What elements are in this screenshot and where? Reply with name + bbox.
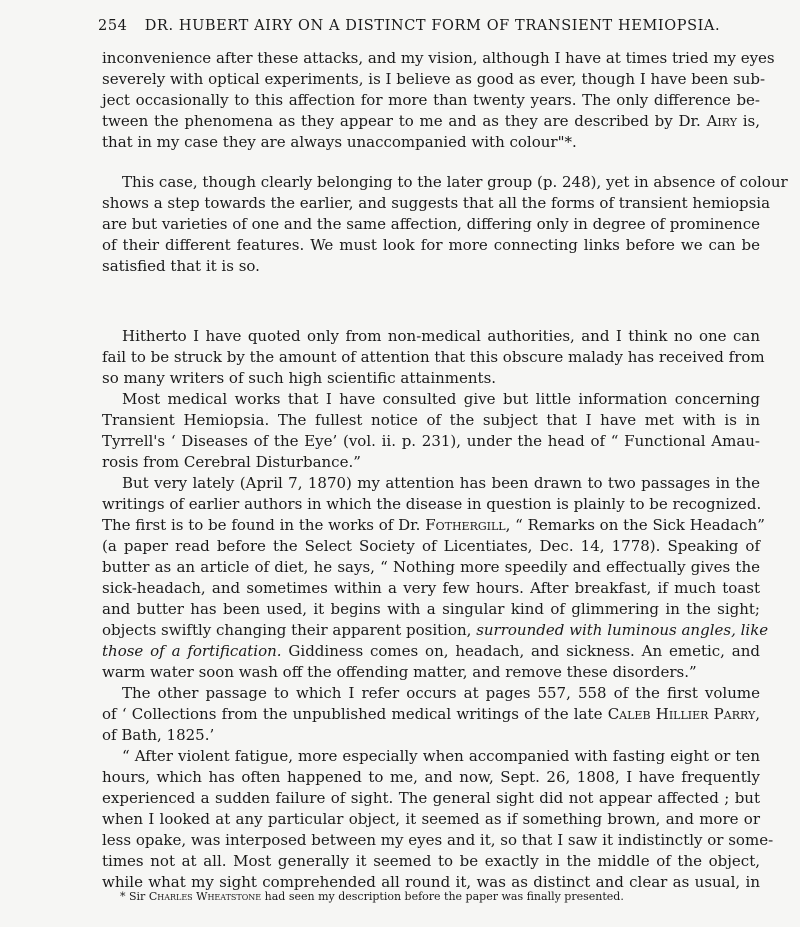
text-line: less opake, was interposed between my eyes and it, so that I saw it indistinctly or some- (102, 831, 774, 849)
text-line: But very lately (April 7, 1870) my attention has been drawn to two passages in the (122, 474, 760, 492)
text-line: times not at all. Most generally it seemed to be exactly in the middle of the object, (102, 852, 760, 870)
text-run: objects swiftly changing their apparent position, (102, 621, 472, 639)
italic-run: surrounded with luminous angles, like (476, 621, 769, 639)
text-line: so many writers of such high scientific attainments. (102, 369, 497, 387)
paragraph-fothergill (102, 473, 769, 683)
paragraph-medical-works (102, 389, 760, 473)
text-line (102, 515, 765, 536)
text-run: Giddiness comes on, headach, and sickness. An emetic, and (281, 642, 761, 660)
footnote-marker: * Sir (120, 890, 146, 903)
author-name: Charles Wheatstone (148, 890, 262, 903)
text-line: warm water soon wash off the offending matter, and remove these disorders.” (102, 663, 697, 681)
running-header (98, 18, 720, 34)
text-line: Hitherto I have quoted only from non-medical authorities, and I think no one can (122, 327, 760, 345)
text-run: , (755, 705, 760, 723)
italic-run: those of a fortification. (102, 642, 282, 660)
text-line: shows a step towards the earlier, and suggests that all the forms of transient hemiopsia (102, 194, 771, 212)
author-name: Airy (706, 112, 737, 130)
text-line: rosis from Cerebral Disturbance.” (102, 453, 361, 471)
text-line: ject occasionally to this affection for more than twenty years. The only difference be- (102, 91, 760, 109)
page-body (102, 48, 788, 893)
text-line: severely with optical experiments, is I believe as good as ever, though I have been sub- (102, 70, 766, 88)
text-line: fail to be struck by the amount of attention that this obscure malady has received from (102, 348, 765, 366)
paragraph-non-medical (102, 326, 765, 389)
text-line: of Bath, 1825.’ (102, 726, 215, 744)
text-line: of their different features. We must look for more connecting links before we can be (102, 236, 760, 254)
text-line: butter as an article of diet, he says, “ Nothing more speedily and effectually gives the (102, 558, 760, 576)
text-run: , “ Remarks on the Sick Headach” (505, 516, 765, 534)
text-line: Most medical works that I have consulted give but little information concerning (122, 390, 760, 408)
text-run: The first is to be found in the works of Dr. (102, 516, 421, 534)
text-line (102, 641, 760, 662)
text-line: sick-headach, and sometimes within a very few hours. After breakfast, if much toast (102, 579, 760, 597)
paragraph-parry-quote (102, 746, 774, 893)
text-line: experienced a sudden failure of sight. The general sight did not appear affected ; but (102, 789, 760, 807)
text-line: (a paper read before the Select Society of Licentiates, Dec. 14, 1778). Speaking of (102, 537, 760, 555)
footnote (120, 890, 624, 903)
text-line: The other passage to which I refer occurs at pages 557, 558 of the first volume (122, 684, 760, 702)
author-name: Caleb Hillier Parry (607, 705, 756, 723)
text-run: is, (736, 112, 761, 130)
text-line: writings of earlier authors in which the disease in question is plainly to be recognized. (102, 495, 762, 513)
paragraph-quote-end (102, 48, 775, 153)
footnote-text: had seen my description before the paper was finally presented. (264, 890, 624, 903)
text-line: Transient Hemiopsia. The fullest notice of the subject that I have met with is in (102, 411, 760, 429)
text-line: satisfied that it is so. (102, 257, 260, 275)
text-line: and butter has been used, it begins with a singular kind of glimmering in the sight; (102, 600, 760, 618)
text-line: Tyrrell's ‘ Diseases of the Eye’ (vol. ii. p. 231), under the head of “ Functional Amau- (102, 432, 760, 450)
text-run: tween the phenomena as they appear to me and as they are described by Dr. (102, 112, 701, 130)
text-line (102, 620, 769, 641)
text-line: hours, which has often happened to me, and now, Sept. 26, 1808, I have frequently (102, 768, 760, 786)
text-run: of ‘ Collections from the unpublished medical writings of the late (102, 705, 603, 723)
text-line: while what my sight comprehended all round it, was as distinct and clear as usual, in (102, 873, 760, 891)
text-line: This case, though clearly belonging to the later group (p. 248), yet in absence of colour (122, 173, 788, 191)
text-line: that in my case they are always unaccompanied with colour"*. (102, 133, 577, 151)
page-number: 254 (98, 18, 128, 34)
text-line (102, 111, 760, 132)
text-line: “ After violent fatigue, more especially when accompanied with fasting eight or ten (122, 747, 760, 765)
text-line (102, 704, 760, 725)
text-line: when I looked at any particular object, it seemed as if something brown, and more or (102, 810, 760, 828)
text-line: are but varieties of one and the same affection, differing only in degree of prominence (102, 215, 760, 233)
author-name: Fothergill (425, 516, 506, 534)
text-line: inconvenience after these attacks, and my vision, although I have at times tried my eyes (102, 49, 775, 67)
paragraph-parry-intro (102, 683, 760, 746)
paragraph-case-discussion (102, 172, 788, 277)
running-title: DR. HUBERT AIRY ON A DISTINCT FORM OF TRANSIENT HEMIOPSIA. (144, 18, 721, 34)
